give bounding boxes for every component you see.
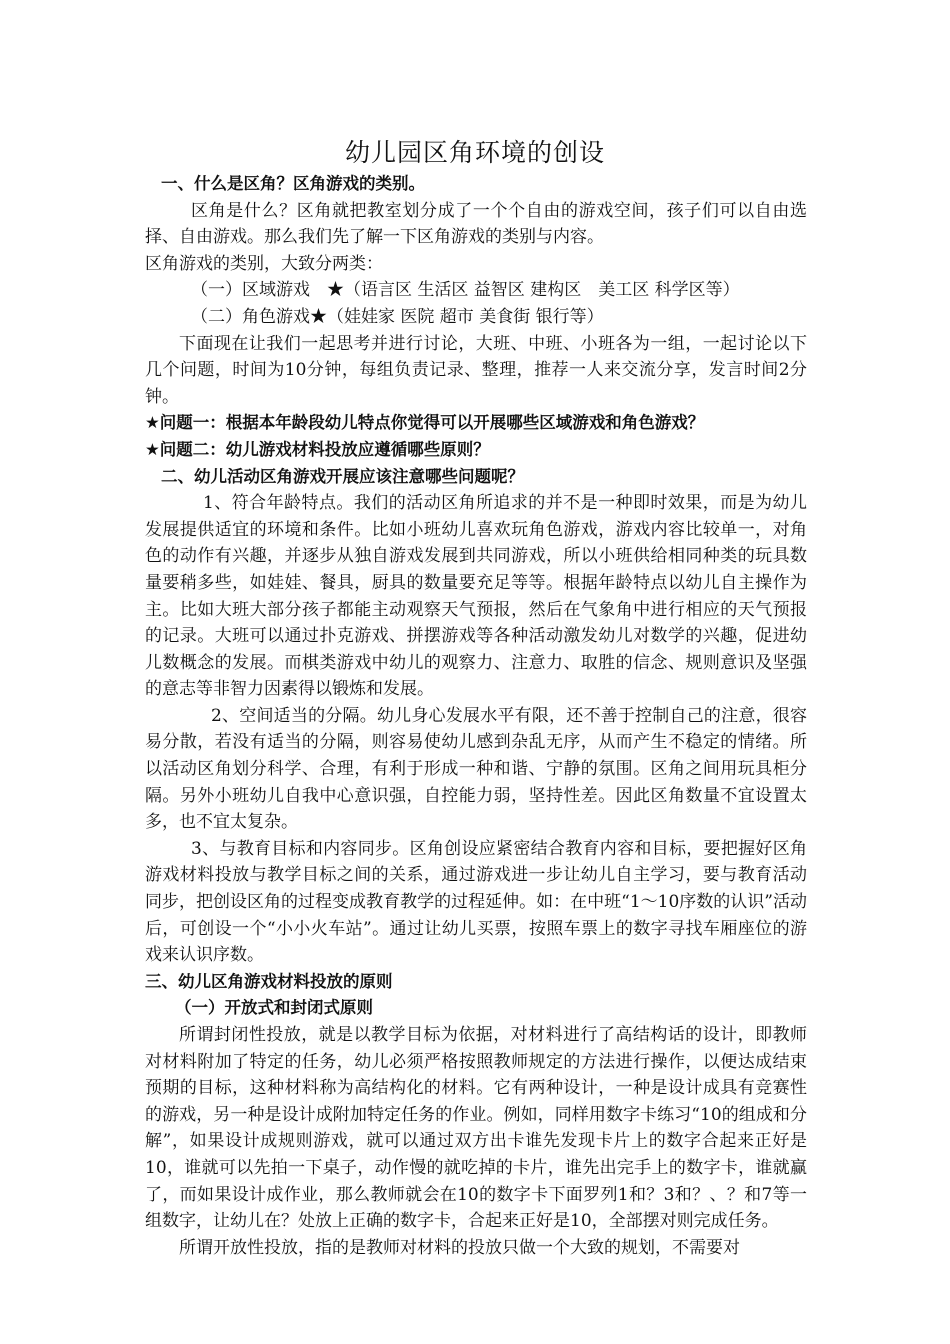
question-2: ★问题二：幼儿游戏材料投放应遵循哪些原则？: [145, 439, 490, 459]
section1-paragraph-3: 下面现在让我们一起思考并进行讨论，大班、中班、小班各为一组，一起讨论以下几个问题，时间为10分钟，每组负责记录、整理，推荐一人来交流分享，发言时间2分钟。: [145, 333, 807, 407]
question-1: ★问题一：根据本年龄段幼儿特点你觉得可以开展哪些区域游戏和角色游戏？: [145, 413, 705, 433]
document-body: [145, 171, 807, 1261]
section2-heading: 二、幼儿活动区角游戏开展应该注意哪些问题呢？: [161, 466, 524, 486]
section1-item-1: （一）区域游戏 ★（语言区 生活区 益智区 建构区 美工区 科学区等）: [191, 280, 740, 301]
section3-paragraph-2: 所谓开放性投放，指的是教师对材料的投放只做一个大致的规划，不需要对: [179, 1237, 740, 1258]
document-title: 幼儿园区角环境的创设: [344, 138, 605, 167]
section2-paragraph-2: 2、空间适当的分隔。幼儿身心发展水平有限，还不善于控制自己的注意，很容易分散，若没有适当的分隔，则容易使幼儿感到杂乱无序，从而产生不稳定的情绪。所以活动区角划分科学、合理，有利于形成一种和谐、宁静的氛围。区角之间用玩具柜分隔。另外小班幼儿自我中心意识强，自控能力弱，坚持性差。因此区角数量不宜设置太多，也不宜太复杂。: [145, 705, 807, 833]
section1-item-2: （二）角色游戏★（娃娃家 医院 超市 美食街 银行等）: [191, 306, 604, 327]
section3-paragraph-1: 所谓封闭性投放，就是以教学目标为依据，对材料进行了高结构话的设计，即教师对材料附加了特定的任务，幼儿必须严格按照教师规定的方法进行操作，以便达成结束预期的目标，这种材料称为高结构化的材料。它有两种设计，一种是设计成具有竞赛性的游戏，另一种是设计成附加特定任务的作业。例如，同样用数字卡练习“10的组成和分解”，如果设计成规则游戏，就可以通过双方出卡谁先发现卡片上的数字合起来正好是10，谁就可以先拍一下桌子，动作慢的就吃掉的卡片，谁先出完手上的数字卡，谁就赢了，而如果设计成作业，那么教师就会在10的数字卡下面罗列1和？3和？、？和7等一组数字，让幼儿在？处放上正确的数字卡，合起来正好是10，全部摆对则完成任务。: [145, 1025, 807, 1232]
section1-paragraph-1: 区角是什么？区角就把教室划分成了一个个自由的游戏空间，孩子们可以自由选择、自由游戏。那么我们先了解一下区角游戏的类别与内容。: [145, 200, 807, 248]
section1-paragraph-2: 区角游戏的类别，大致分两类：: [145, 253, 383, 274]
section3-subheading: （一）开放式和封闭式原则: [175, 998, 373, 1018]
section1-heading: 一、什么是区角？区角游戏的类别。: [161, 174, 425, 193]
section2-paragraph-1: 1、符合年龄特点。我们的活动区角所追求的并不是一种即时效果，而是为幼儿发展提供适宜的环境和条件。比如小班幼儿喜欢玩角色游戏，游戏内容比较单一，对角色的动作有兴趣，并逐步从独自游戏发展到共同游戏，所以小班供给相同种类的玩具数量要稍多些，如娃娃、餐具，厨具的数量要充足等等。根据年龄特点以幼儿自主操作为主。比如大班大部分孩子都能主动观察天气预报，然后在气象角中进行相应的天气预报的记录。大班可以通过扑克游戏、拼摆游戏等各种活动激发幼儿对数学的兴趣，促进幼儿数概念的发展。而棋类游戏中幼儿的观察力、注意力、取胜的信念、规则意识及坚强的意志等非智力因素得以锻炼和发展。: [145, 493, 807, 700]
section2-paragraph-3: 3、与教育目标和内容同步。区角创设应紧密结合教育内容和目标，要把握好区角游戏材料投放与教学目标之间的关系，通过游戏进一步让幼儿自主学习，要与教育活动同步，把创设区角的过程变成教育教学的过程延伸。如：在中班“1～10序数的认识”活动后，可创设一个“小小火车站”。通过让幼儿买票，按照车票上的数字寻找车厢座位的游戏来认识序数。: [145, 838, 807, 966]
section3-heading: 三、幼儿区角游戏材料投放的原则: [145, 971, 393, 991]
